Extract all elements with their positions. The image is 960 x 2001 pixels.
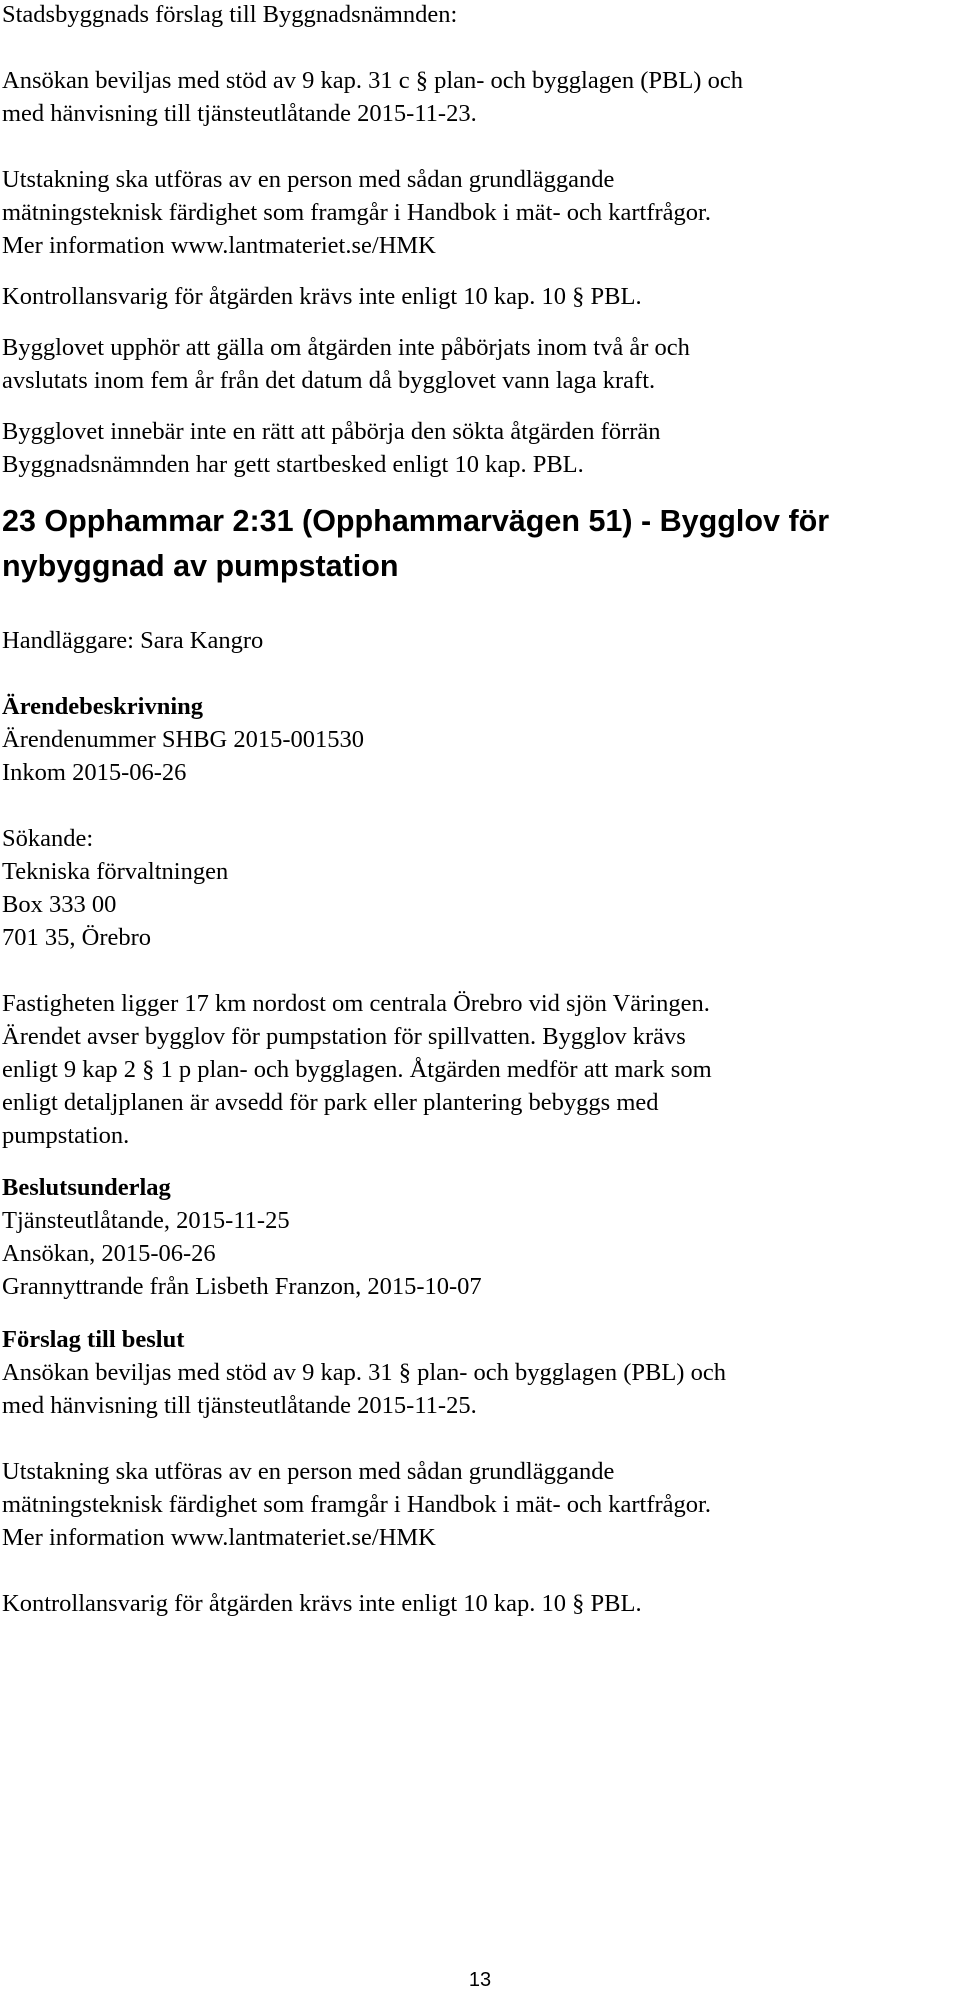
- basis-item: Grannyttrande från Lisbeth Franzon, 2015-10-07: [2, 1273, 482, 1300]
- description-paragraph: [2, 987, 952, 1152]
- description-heading: Ärendebeskrivning: [2, 693, 204, 720]
- decision-approval-paragraph: [2, 1356, 952, 1422]
- text-line: med hänvisning till tjänsteutlåtande 2015-11-25.: [2, 1392, 477, 1419]
- decision-proposal-heading: Förslag till beslut: [2, 1326, 185, 1353]
- text-line: avslutats inom fem år från det datum då bygglovet vann laga kraft.: [2, 367, 656, 394]
- case-title-line: 23 Opphammar 2:31 (Opphammarvägen 51) - Bygglov för: [2, 504, 830, 538]
- case-handler: Handläggare: Sara Kangro: [2, 627, 264, 654]
- text-line: Bygglovet upphör att gälla om åtgärden inte påbörjats inom två år och: [2, 334, 690, 361]
- applicant-name: Tekniska förvaltningen: [2, 858, 229, 885]
- page-number: 13: [468, 1969, 492, 1991]
- basis-heading: Beslutsunderlag: [2, 1174, 171, 1201]
- case-number: Ärendenummer SHBG 2015-001530: [2, 726, 365, 753]
- text-line: Fastigheten ligger 17 km nordost om centrala Örebro vid sjön Väringen.: [2, 990, 710, 1017]
- text-line: Mer information www.lantmateriet.se/HMK: [2, 1524, 436, 1551]
- applicant-block: [2, 822, 952, 954]
- text-line: Kontrollansvarig för åtgärden krävs inte enligt 10 kap. 10 § PBL.: [2, 1590, 642, 1617]
- basis-item: Ansökan, 2015-06-26: [2, 1240, 216, 1267]
- text-line: Kontrollansvarig för åtgärden krävs inte enligt 10 kap. 10 § PBL.: [2, 283, 642, 310]
- text-line: Ansökan beviljas med stöd av 9 kap. 31 c § plan- och bygglagen (PBL) och: [2, 67, 743, 94]
- text-line: Ansökan beviljas med stöd av 9 kap. 31 § plan- och bygglagen (PBL) och: [2, 1359, 726, 1386]
- applicant-label: Sökande:: [2, 825, 94, 852]
- received-date: Inkom 2015-06-26: [2, 759, 187, 786]
- case-title: [2, 499, 952, 589]
- approval-paragraph: [2, 64, 952, 130]
- decision-inspector-paragraph: [2, 1587, 952, 1620]
- case-title-line: nybyggnad av pumpstation: [2, 549, 399, 583]
- text-line: Bygglovet innebär inte en rätt att påbörja den sökta åtgärden förrän: [2, 418, 661, 445]
- text-line: Byggnadsnämnden har gett startbesked enligt 10 kap. PBL.: [2, 451, 584, 478]
- text-line: enligt detaljplanen är avsedd för park eller plantering bebyggs med: [2, 1089, 659, 1116]
- staking-paragraph: [2, 163, 952, 262]
- document-page: [2, 0, 952, 1620]
- text-line: med hänvisning till tjänsteutlåtande 2015-11-23.: [2, 100, 477, 127]
- startbesked-paragraph: [2, 415, 952, 481]
- expiry-paragraph: [2, 331, 952, 397]
- inspector-paragraph: [2, 280, 952, 313]
- decision-staking-paragraph: [2, 1455, 952, 1554]
- text-line: Utstakning ska utföras av en person med sådan grundläggande: [2, 166, 615, 193]
- basis-item: Tjänsteutlåtande, 2015-11-25: [2, 1207, 290, 1234]
- proposal-heading: Stadsbyggnads förslag till Byggnadsnämnden:: [2, 1, 458, 28]
- applicant-city: 701 35, Örebro: [2, 924, 152, 951]
- text-line: Mer information www.lantmateriet.se/HMK: [2, 232, 436, 259]
- text-line: pumpstation.: [2, 1122, 130, 1149]
- text-line: Ärendet avser bygglov för pumpstation för spillvatten. Bygglov krävs: [2, 1023, 686, 1050]
- applicant-box: Box 333 00: [2, 891, 117, 918]
- text-line: Utstakning ska utföras av en person med sådan grundläggande: [2, 1458, 615, 1485]
- text-line: enligt 9 kap 2 § 1 p plan- och bygglagen. Åtgärden medför att mark som: [2, 1056, 712, 1083]
- text-line: mätningsteknisk färdighet som framgår i Handbok i mät- och kartfrågor.: [2, 199, 711, 226]
- text-line: mätningsteknisk färdighet som framgår i Handbok i mät- och kartfrågor.: [2, 1491, 711, 1518]
